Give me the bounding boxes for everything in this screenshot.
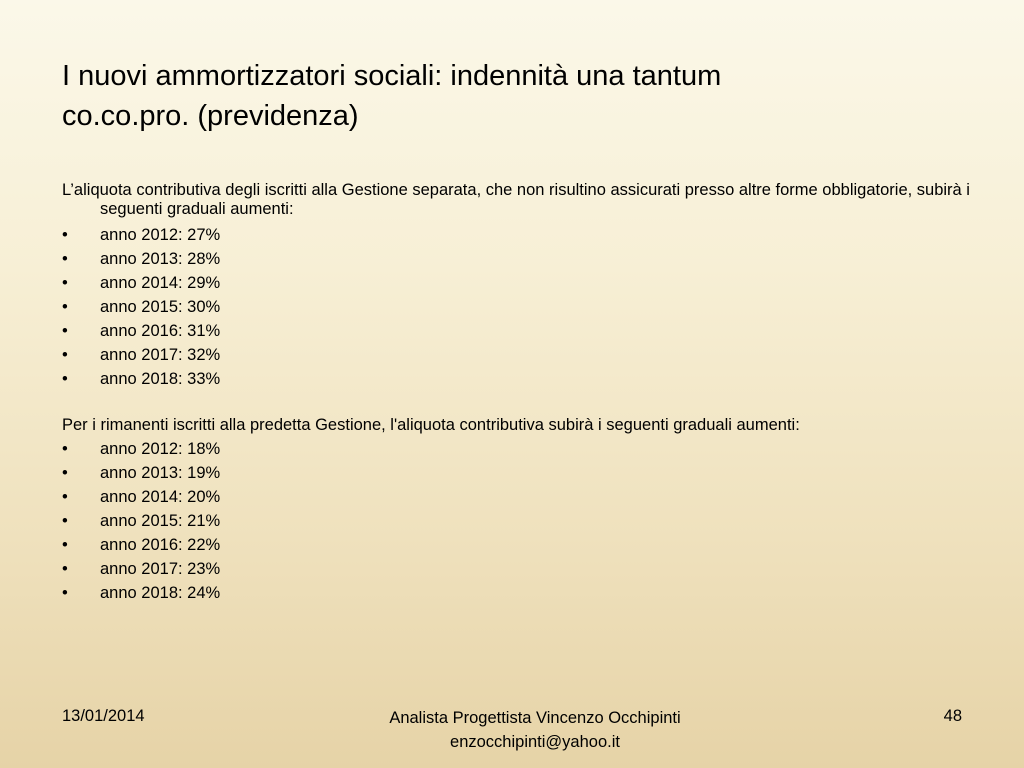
list-item-text: anno 2012: 18% — [100, 440, 221, 458]
section2-list — [62, 437, 982, 605]
bullet-icon: • — [62, 536, 68, 554]
list-item-text: anno 2014: 29% — [100, 274, 221, 292]
bullet-icon: • — [62, 226, 68, 244]
list-item-text: anno 2017: 23% — [100, 560, 221, 578]
footer-author — [312, 706, 758, 754]
section1-list — [62, 223, 982, 391]
section-spacer — [62, 391, 982, 413]
slide-title-line-1: I nuovi ammortizzatori sociali: indennità una tantum — [62, 60, 722, 92]
list-item — [62, 557, 982, 581]
list-item-text: anno 2015: 30% — [100, 298, 221, 316]
list-item-text: anno 2012: 27% — [100, 226, 221, 244]
list-item — [62, 437, 982, 461]
footer-author-name: Analista Progettista Vincenzo Occhipinti — [389, 709, 681, 727]
bullet-icon: • — [62, 346, 68, 364]
bullet-icon: • — [62, 584, 68, 602]
list-item — [62, 247, 982, 271]
bullet-icon: • — [62, 370, 68, 388]
slide-body — [62, 181, 982, 605]
bullet-icon: • — [62, 488, 68, 506]
list-item — [62, 343, 982, 367]
list-item — [62, 319, 982, 343]
footer-author-email: enzocchipinti@yahoo.it — [450, 733, 620, 751]
section1-intro: L’aliquota contributiva degli iscritti alla Gestione separata, che non risultino assicurati presso altre forme obbligatorie, subirà i seguenti graduali aumenti: — [62, 181, 970, 218]
list-item-text: anno 2015: 21% — [100, 512, 221, 530]
bullet-icon: • — [62, 464, 68, 482]
bullet-icon: • — [62, 440, 68, 458]
list-item — [62, 271, 982, 295]
bullet-icon: • — [62, 322, 68, 340]
slide-title — [62, 56, 942, 136]
list-item-text: anno 2018: 24% — [100, 584, 221, 602]
slide-title-line-2: co.co.pro. (previdenza) — [62, 100, 359, 132]
footer-date: 13/01/2014 — [62, 707, 145, 725]
list-item-text: anno 2013: 19% — [100, 464, 221, 482]
list-item-text: anno 2013: 28% — [100, 250, 221, 268]
page-number: 48 — [943, 707, 962, 725]
list-item — [62, 485, 982, 509]
list-item — [62, 581, 982, 605]
list-item-text: anno 2018: 33% — [100, 370, 221, 388]
list-item-text: anno 2014: 20% — [100, 488, 221, 506]
bullet-icon: • — [62, 274, 68, 292]
section2-intro: Per i rimanenti iscritti alla predetta Gestione, l'aliquota contributiva subirà i seguenti graduali aumenti: — [62, 416, 800, 434]
list-item-text: anno 2016: 22% — [100, 536, 221, 554]
list-item — [62, 461, 982, 485]
bullet-icon: • — [62, 298, 68, 316]
list-item-text: anno 2016: 31% — [100, 322, 221, 340]
list-item — [62, 509, 982, 533]
bullet-icon: • — [62, 250, 68, 268]
list-item — [62, 367, 982, 391]
bullet-icon: • — [62, 512, 68, 530]
bullet-icon: • — [62, 560, 68, 578]
list-item — [62, 533, 982, 557]
list-item — [62, 295, 982, 319]
list-item — [62, 223, 982, 247]
list-item-text: anno 2017: 32% — [100, 346, 221, 364]
